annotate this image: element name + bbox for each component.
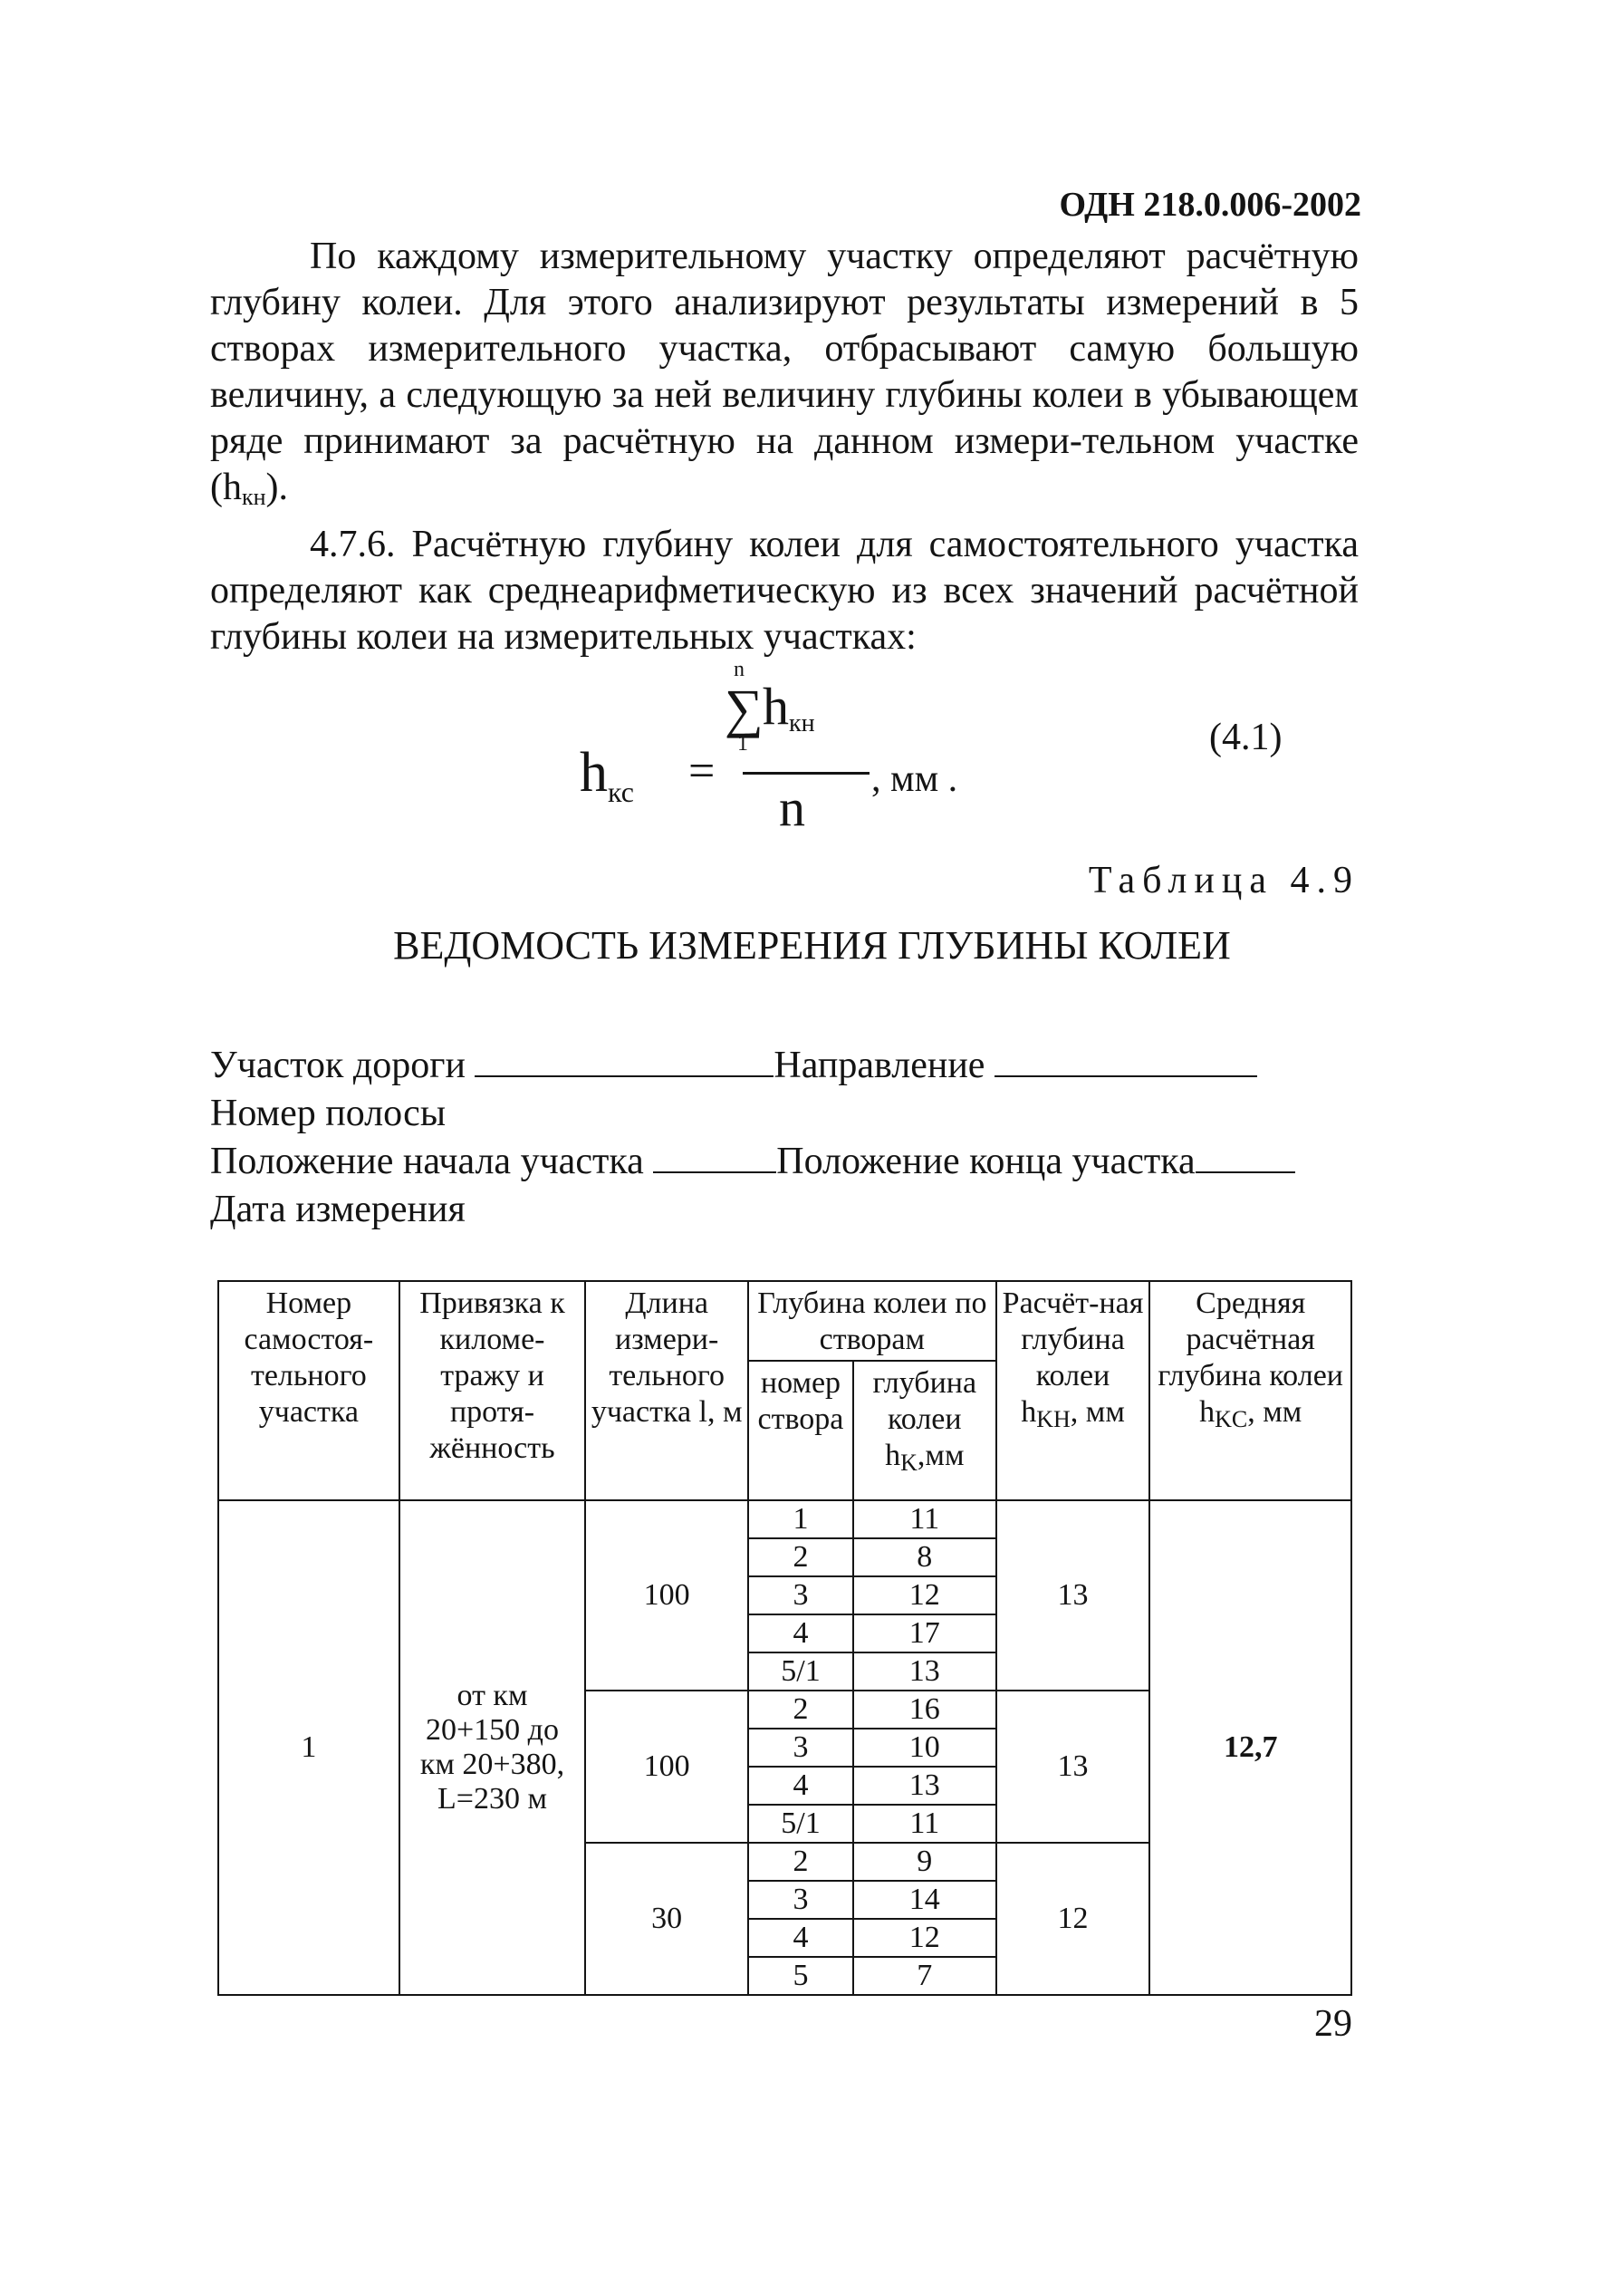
sum-term-symbol: h (763, 677, 789, 736)
field-row-positions (210, 1138, 1295, 1186)
calc-depth-cell: 13 (996, 1500, 1150, 1691)
binding-cell (399, 1500, 586, 1995)
unit-symbol: h (1021, 1395, 1037, 1429)
measuring-length-cell: 100 (585, 1691, 748, 1843)
depth-cell: 10 (853, 1729, 996, 1767)
field-lane-number-label: Номер полосы (210, 1093, 447, 1134)
start-position-blank (653, 1141, 776, 1173)
paragraph-rut-depth-method (210, 234, 1359, 520)
formula-number: (4.1) (1209, 717, 1283, 758)
formula-denominator: n (779, 778, 805, 837)
table-caption: Таблица 4.9 (1088, 860, 1360, 901)
header-calc-depth-unit (1021, 1395, 1125, 1432)
station-cell: 4 (748, 1614, 853, 1652)
sum-term-subscript: кн (789, 709, 815, 737)
formula-4-1 (580, 658, 1033, 848)
station-cell: 5/1 (748, 1652, 853, 1691)
station-cell: 4 (748, 1919, 853, 1957)
station-cell: 1 (748, 1500, 853, 1538)
depth-cell: 12 (853, 1919, 996, 1957)
field-direction-label: Направление (774, 1045, 985, 1086)
page-number: 29 (1314, 2003, 1352, 2045)
depth-cell: 11 (853, 1500, 996, 1538)
paragraph-1-tail: ). (265, 467, 289, 508)
sum-term (763, 676, 815, 738)
header-average-depth-tail: , мм (1247, 1395, 1302, 1429)
station-cell: 2 (748, 1691, 853, 1729)
station-cell: 4 (748, 1767, 853, 1805)
field-road-section-label: Участок дороги (210, 1045, 466, 1086)
measuring-length-cell: 30 (585, 1843, 748, 1995)
station-cell: 5 (748, 1957, 853, 1995)
station-cell: 3 (748, 1881, 853, 1919)
fraction-bar (743, 772, 870, 775)
average-depth-cell: 12,7 (1149, 1500, 1351, 1995)
calc-depth-cell: 12 (996, 1843, 1150, 1995)
depth-cell: 9 (853, 1843, 996, 1881)
header-section-number: Номер самостоя-тельного участка (218, 1281, 399, 1500)
direction-blank (995, 1045, 1257, 1077)
station-cell: 2 (748, 1843, 853, 1881)
binding-line: от км (456, 1678, 528, 1712)
paragraph-1-text: По каждому измерительному участку определяют расчётную глубину колеи. Для этого анализируют результаты измерений в 5 створах измерительного участка, отбрасывают самую большую величину, а следующую за ней величину глубины колеи в убывающем ряде принимают за расчётную на данном измери-тельном участке (h (210, 236, 1359, 508)
road-section-blank (475, 1045, 774, 1077)
field-measurement-date-label: Дата измерения (210, 1189, 466, 1230)
field-end-position-label: Положение конца участка (776, 1141, 1196, 1182)
header-calc-depth (996, 1281, 1150, 1500)
station-cell: 2 (748, 1538, 853, 1576)
sum-upper-limit: n (734, 658, 745, 681)
depth-cell: 17 (853, 1614, 996, 1652)
header-calc-depth-text: Расчёт-ная глубина колеи (1002, 1286, 1144, 1392)
header-station-depth (853, 1361, 996, 1500)
header-average-depth-subscript: KC (1215, 1406, 1248, 1432)
binding-line: 20+150 до (426, 1712, 559, 1747)
station-cell: 3 (748, 1729, 853, 1767)
calc-depth-cell: 13 (996, 1691, 1150, 1843)
section-number-cell: 1 (218, 1500, 399, 1995)
unit-tail: ,мм (917, 1439, 965, 1473)
depth-cell: 13 (853, 1767, 996, 1805)
binding-line: L=230 м (437, 1781, 547, 1816)
depth-cell: 16 (853, 1691, 996, 1729)
depth-cell: 7 (853, 1957, 996, 1995)
header-station-depth-unit (885, 1439, 965, 1477)
binding-line: км 20+380, (419, 1747, 565, 1781)
field-row-road-direction (210, 1042, 1295, 1090)
rut-depth-table (217, 1280, 1352, 1996)
sum-symbol: ∑ (725, 679, 764, 738)
end-position-blank (1196, 1141, 1295, 1173)
depth-cell: 14 (853, 1881, 996, 1919)
depth-cell: 8 (853, 1538, 996, 1576)
unit-tail: , мм (1070, 1395, 1125, 1429)
header-average-depth-text: Средняя расчётная глубина колеи h (1158, 1286, 1343, 1429)
header-station-number: номер створа (748, 1361, 853, 1500)
paragraph-1-subscript: кн (242, 484, 266, 510)
header-binding: Привязка к киломе-тражу и протя-жённость (399, 1281, 586, 1500)
paragraph-4-7-6 (210, 522, 1359, 660)
unit-symbol: h (885, 1439, 901, 1473)
unit-subscript: KH (1036, 1406, 1071, 1432)
formula-lhs (580, 741, 634, 809)
header-average-depth (1149, 1281, 1351, 1500)
table-header-row-1 (218, 1281, 1351, 1361)
table-title: ВЕДОМОСТЬ ИЗМЕРЕНИЯ ГЛУБИНЫ КОЛЕИ (393, 923, 1231, 968)
header-rut-depth-by-station: Глубина колеи по створам (748, 1281, 996, 1361)
depth-cell: 11 (853, 1805, 996, 1843)
station-cell: 5/1 (748, 1805, 853, 1843)
document-code: ОДН 218.0.006-2002 (1059, 186, 1361, 224)
formula-equals: = (688, 746, 716, 797)
station-cell: 3 (748, 1576, 853, 1614)
paragraph-2-text: 4.7.6. Расчётную глубину колеи для самостоятельного участка определяют как среднеарифметическую из всех значений расчётной глубины колеи на измерительных участках: (210, 524, 1359, 658)
formula-unit: , мм . (871, 758, 958, 800)
formula-lhs-subscript: кс (608, 776, 634, 808)
form-fields (210, 1042, 1295, 1234)
depth-cell: 13 (853, 1652, 996, 1691)
table-row (218, 1500, 1351, 1538)
header-station-depth-text: глубина колеи (872, 1366, 977, 1437)
unit-subscript: K (900, 1450, 918, 1477)
measuring-length-cell: 100 (585, 1500, 748, 1691)
sum-lower-limit: 1 (737, 732, 748, 756)
depth-cell: 12 (853, 1576, 996, 1614)
formula-lhs-symbol: h (580, 742, 608, 804)
header-measuring-length: Длина измери-тельного участка l, м (585, 1281, 748, 1500)
field-start-position-label: Положение начала участка (210, 1141, 644, 1182)
